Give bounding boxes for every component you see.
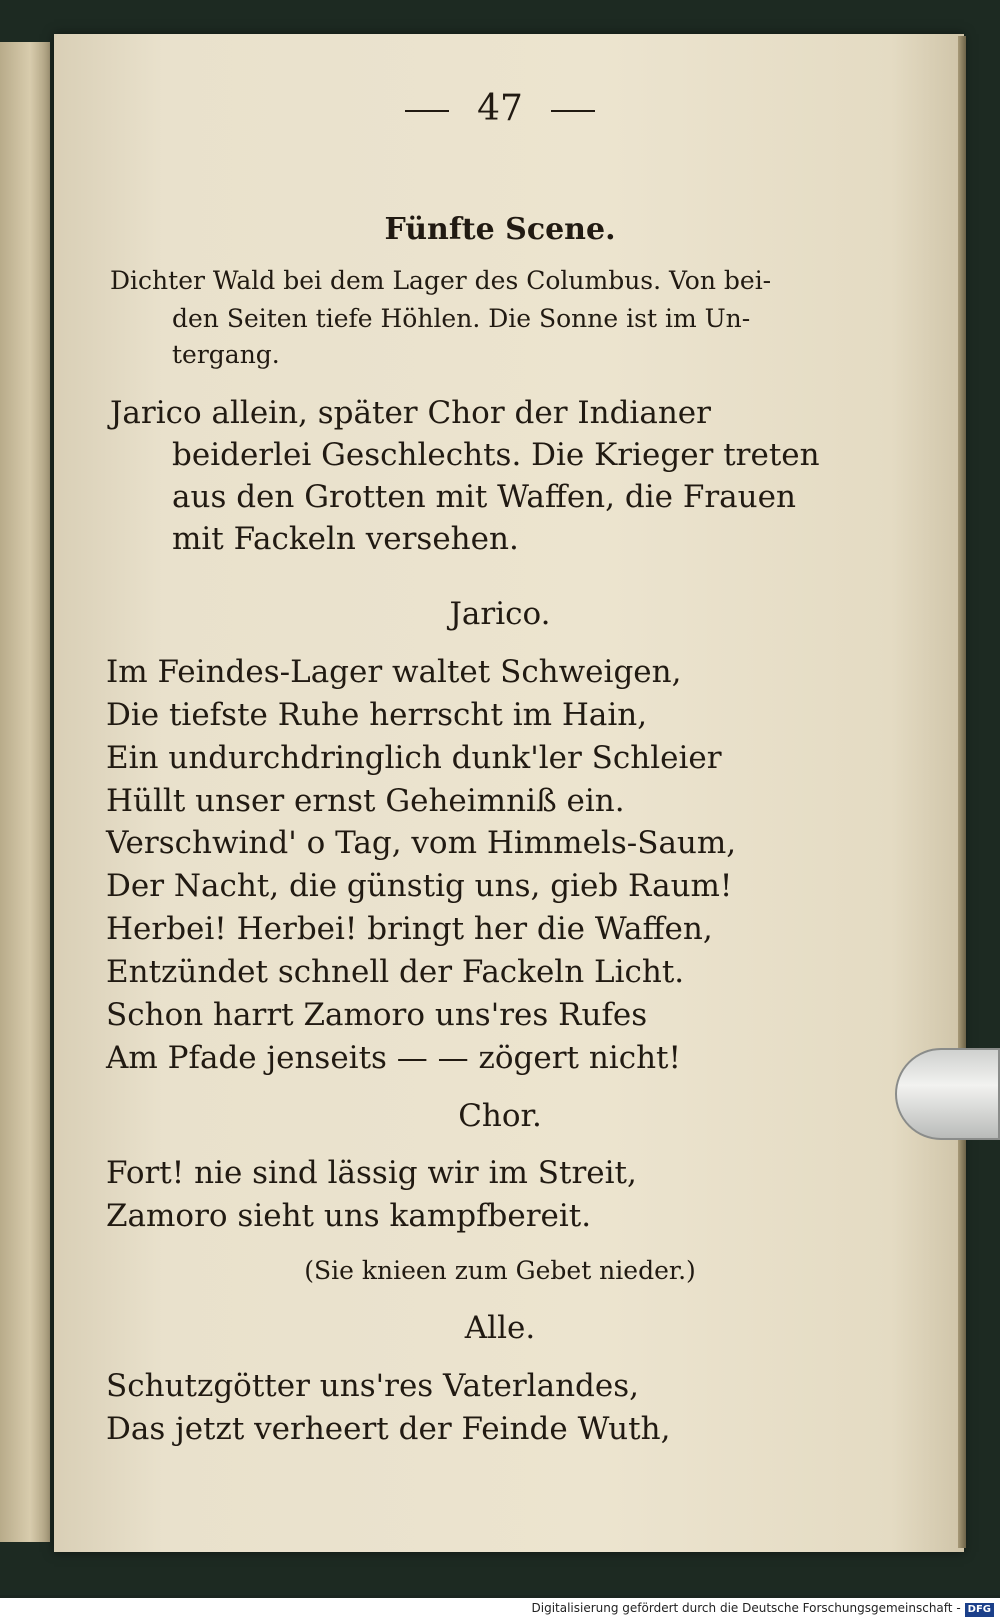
verse-line: Im Feindes-Lager waltet Schweigen, (106, 654, 682, 690)
verse-line: Herbei! Herbei! bringt her die Waffen, (106, 911, 713, 947)
verse-line: Zamoro sieht uns kampfbereit. (106, 1198, 592, 1234)
stage-direction-line: Dichter Wald bei dem Lager des Columbus. Von bei- (110, 266, 772, 295)
verse-line: Hüllt unser ernst Geheimniß ein. (106, 783, 625, 819)
page-header (0, 88, 1000, 129)
verse-line: Am Pfade jenseits — — zögert nicht! (106, 1040, 681, 1076)
cast-direction-line: aus den Grotten mit Waffen, die Frauen (172, 479, 796, 515)
verse-line: Verschwind' o Tag, vom Himmels-Saum, (106, 825, 737, 861)
verse-line: Entzündet schnell der Fackeln Licht. (106, 954, 685, 990)
speaker-alle: Alle. (464, 1310, 536, 1346)
dfg-logo-icon: DFG (965, 1603, 994, 1617)
verse-line: Schon harrt Zamoro uns'res Rufes (106, 997, 648, 1033)
stage-direction-line: tergang. (172, 340, 280, 369)
header-dash-left (405, 110, 449, 112)
scene-title: Fünfte Scene. (384, 212, 616, 247)
verse-line: Ein undurchdringlich dunk'ler Schleier (106, 740, 722, 776)
stage-note: (Sie knieen zum Gebet nieder.) (304, 1256, 696, 1285)
cast-direction-line: beiderlei Geschlechts. Die Krieger treten (172, 437, 820, 473)
speaker-jarico: Jarico. (449, 596, 551, 632)
verse-line: Fort! nie sind lässig wir im Streit, (106, 1155, 637, 1191)
header-dash-right (551, 110, 595, 112)
verse-line: Die tiefste Ruhe herrscht im Hain, (106, 697, 648, 733)
page-number: 47 (477, 88, 523, 129)
verse-line: Der Nacht, die günstig uns, gieb Raum! (106, 868, 733, 904)
verse-line: Schutzgötter uns'res Vaterlandes, (106, 1368, 640, 1404)
digitization-footer (0, 1598, 1000, 1619)
footer-text: Digitalisierung gefördert durch die Deutsche Forschungsgemeinschaft - (531, 1601, 961, 1615)
cast-direction-line: Jarico allein, später Chor der Indianer (110, 395, 711, 431)
verse-line: Das jetzt verheert der Feinde Wuth, (106, 1411, 671, 1447)
stage-direction-line: den Seiten tiefe Höhlen. Die Sonne ist im Un- (172, 304, 751, 333)
cast-direction-line: mit Fackeln versehen. (172, 521, 519, 557)
speaker-chor: Chor. (458, 1098, 542, 1134)
